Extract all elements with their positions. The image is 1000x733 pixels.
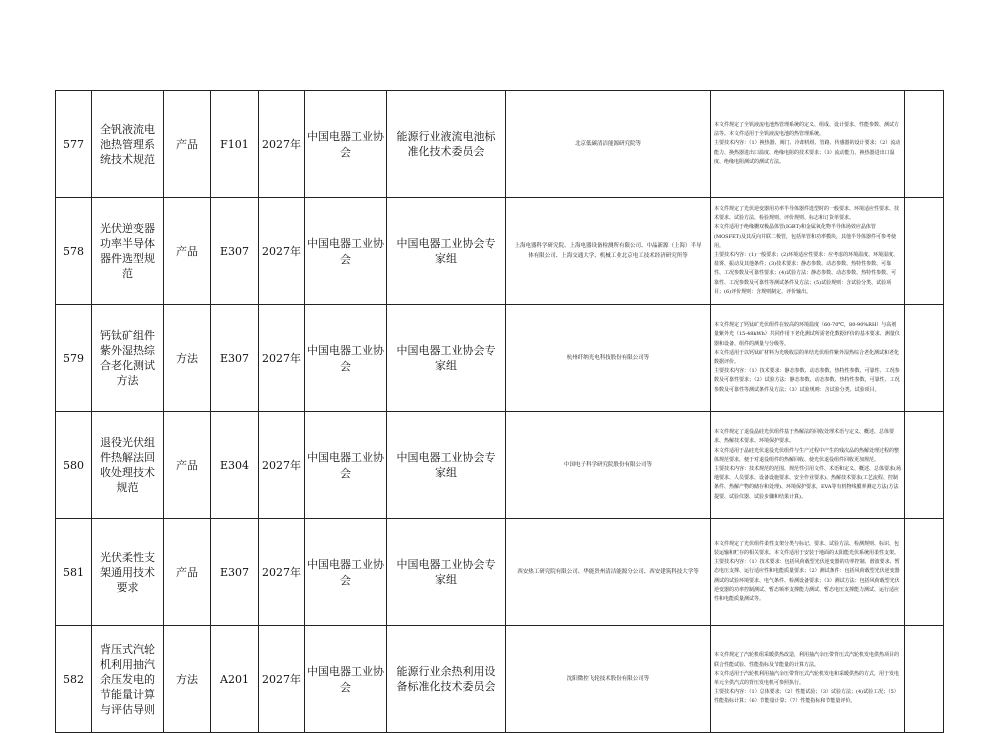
main-content: 本文件规定了汽轮机组采暖供热改造，利用抽汽余压带背压式汽轮机发电供热项目的联合性能试验、性能指标及节能量的计算方法。 本文件适用于汽轮机利用抽汽余压带背压式汽轮机发电和采暖供热的方式，用于发电单元全供汽式的背压发电机可参照执行。 主要技术内容：（1）总体要求；（2）性能试验；（3）试验方法；(4)试验工况；（5）性能指标计算；（6）节能量计算；（7）性能指标和节能量评价。 bbox=[714, 652, 900, 705]
standard-code: F101 bbox=[211, 91, 259, 198]
row-number: 580 bbox=[56, 412, 92, 519]
table-row bbox=[56, 412, 944, 519]
row-number: 578 bbox=[56, 198, 92, 305]
standard-type: 产品 bbox=[164, 412, 211, 519]
drafting-units: 杭州纤纳光电科技股份有限公司等 bbox=[506, 305, 711, 412]
row-number: 579 bbox=[56, 305, 92, 412]
drafting-units: 中国电子科学研究院股份有限公司等 bbox=[506, 412, 711, 519]
technical-committee: 中国电器工业协会专家组 bbox=[387, 519, 506, 626]
remarks-cell bbox=[905, 626, 944, 733]
completion-year: 2027年 bbox=[259, 305, 305, 412]
table-row bbox=[56, 305, 944, 412]
technical-committee: 中国电器工业协会专家组 bbox=[387, 198, 506, 305]
completion-year: 2027年 bbox=[259, 519, 305, 626]
responsible-org: 中国电器工业协会 bbox=[305, 91, 387, 198]
row-number: 582 bbox=[56, 626, 92, 733]
drafting-units: 北京低碳清洁能源研究院等 bbox=[506, 91, 711, 198]
technical-committee: 能源行业液流电池标准化技术委员会 bbox=[387, 91, 506, 198]
main-content: 本文件规定了全钒液流电池热管理系统的定义、组成、设计要求、性能参数、测试方法等。本文件适用于全钒液流电池的热管理系统。 主要技术内容：（1）换热器、阀门、冷却机组、管路、传感器的设计要求；（2）流动能力、换热器进出口温度、绝缘电阻的技术要求；（3）流动能力、换热器进出口温度、绝缘电阻测试的测试方法。 bbox=[714, 121, 901, 165]
completion-year: 2027年 bbox=[259, 626, 305, 733]
standard-name: 退役光伏组件热解法回收处理技术规范 bbox=[92, 412, 164, 519]
standard-type: 产品 bbox=[164, 198, 211, 305]
table-row bbox=[56, 198, 944, 305]
responsible-org: 中国电器工业协会 bbox=[305, 626, 387, 733]
table-row bbox=[56, 626, 944, 733]
standard-name: 光伏逆变器功率半导体器件选型规范 bbox=[92, 198, 164, 305]
remarks-cell bbox=[905, 305, 944, 412]
main-content: 本文件规定了退役晶硅光伏组件基于热解法的回收处理术语与定义、概述、总体要求、热解技术要求、环境保护要求。 本文件适用于晶硅光伏退役光伏组件与生产过程中产生的残次品的热解处理过程的整体规范要求，便于对退役组件的热解回收、使光伏退役组件回收更加规范。 主要技术内容：技术规范的范围、规范性引用文件、术语和定义、概述、总体要求(场地要求、人员要求、设备设施要求、安全作业要求)、热解技术要求(工艺流程、控制条件、热解产物的储存和处理)、环境保护要求，EVA等有机物线膜率测定方法(方法提要、试验仪器、试验步骤和结果计算)。 bbox=[714, 429, 901, 500]
standard-type: 方法 bbox=[164, 305, 211, 412]
standard-name: 光伏柔性支架通用技术要求 bbox=[92, 519, 164, 626]
standard-type: 产品 bbox=[164, 91, 211, 198]
responsible-org: 中国电器工业协会 bbox=[305, 412, 387, 519]
responsible-org: 中国电器工业协会 bbox=[305, 305, 387, 412]
standard-code: A201 bbox=[211, 626, 259, 733]
completion-year: 2027年 bbox=[259, 412, 305, 519]
standard-name: 全钒液流电池热管理系统技术规范 bbox=[92, 91, 164, 198]
table-row bbox=[56, 91, 944, 198]
remarks-cell bbox=[905, 519, 944, 626]
technical-committee: 能源行业余热利用设备标准化技术委员会 bbox=[387, 626, 506, 733]
responsible-org: 中国电器工业协会 bbox=[305, 519, 387, 626]
standard-code: E304 bbox=[211, 412, 259, 519]
remarks-cell bbox=[905, 91, 944, 198]
drafting-units: 上海电器科学研究院、上海电器设备检测所有限公司、中晶新源（上海）半导体有限公司、上海交通大学、机械工业北京电工技术经济研究所等 bbox=[506, 198, 711, 305]
drafting-units: 沈阳微控飞轮技术股份有限公司等 bbox=[506, 626, 711, 733]
row-number: 577 bbox=[56, 91, 92, 198]
responsible-org: 中国电器工业协会 bbox=[305, 198, 387, 305]
table-row bbox=[56, 519, 944, 626]
standard-code: E307 bbox=[211, 305, 259, 412]
drafting-units: 西安热工研究院有限公司、华能贵州清洁能源分公司、西安建筑科技大学等 bbox=[506, 519, 711, 626]
standard-name: 钙钛矿组件紫外湿热综合老化测试方法 bbox=[92, 305, 164, 412]
standard-code: E307 bbox=[211, 198, 259, 305]
standard-code: E307 bbox=[211, 519, 259, 626]
remarks-cell bbox=[905, 412, 944, 519]
main-content: 本文件规定了光伏组件柔性支架分类与标记、要求、试验方法、检测规则、标识、包装运输和贮存的相关要求。本文件适用于安装于地面的太阳能光伏系统用柔性支架。 主要技术内容：（1）技术要求：包括风荷载型光伏逆变器的功率控制、谐波要求、暂态电压支撑、运行适应性和电能质量要求；（2）测试条件：包括风荷载型光伏逆变器测试的试验环境要求、电气条件、检测设备要求；（3）测试方法：包括风荷载型光伏逆变器的功率控制测试、暂态频率支撑能力测试、暂态电压支撑能力测试、运行适应性和电能质量测试等。 bbox=[714, 540, 900, 602]
completion-year: 2027年 bbox=[259, 198, 305, 305]
standards-table bbox=[55, 90, 944, 733]
remarks-cell bbox=[905, 198, 944, 305]
technical-committee: 中国电器工业协会专家组 bbox=[387, 412, 506, 519]
standard-name: 背压式汽轮机利用抽汽余压发电的节能量计算与评估导则 bbox=[92, 626, 164, 733]
completion-year: 2027年 bbox=[259, 91, 305, 198]
standard-type: 方法 bbox=[164, 626, 211, 733]
main-content: 本文件规定了光伏逆变器用功率半导体器件选型时的一般要求、环境适应性要求、技术要求、试验方法、检验规则、评价规则、标志和订货单要求。 本文件适用于绝缘栅双极晶体管(IGBT)和金属氧化物半导体场效应晶体管(MOSFET)及其反向并联二极管，包括单管和功率模块，其他半导体器件可参考使用。 主要技术内容：(1)一般要求；(2)环境适应性要求：应考虑的环境温度、环境湿度、盐雾、振动及其他条件；(3)技术要求：静态参数、动态参数、热特性参数、可靠性、工况参数及可靠性要求；(4)试验方法：静态参数、动态参数、热特性参数、可靠性、工况参数及可靠性等测试条件及方法；(5)试验规则：含试验分类、试验项目；(6)评价规则：含规则制定、评价输出。 bbox=[714, 205, 900, 295]
technical-committee: 中国电器工业协会专家组 bbox=[387, 305, 506, 412]
row-number: 581 bbox=[56, 519, 92, 626]
standard-type: 产品 bbox=[164, 519, 211, 626]
main-content: 本文件规定了钙钛矿光伏组件在较高的环境温度（60-70℃，80-90%RH）与高剂量紫外光（15-48kWh）共同作用下老化测试所需老化数据评价的基本要求、测量仪器和设备、组件的测量与分级等。 本文件适用于以钙钛矿材料为光吸收层的单结光伏组件紫外湿热综合老化测试和老化数据评价。 主要技术内容：（1）技术要求：静态参数、动态参数、热特性参数、可靠性、工况参数及可靠性要求；（2）试验方法：静态参数、动态参数、热特性参数、可靠性、工况参数及可靠性等测试条件及方法；（3）试验规则：含试验分类、试验项目。 bbox=[714, 322, 900, 393]
